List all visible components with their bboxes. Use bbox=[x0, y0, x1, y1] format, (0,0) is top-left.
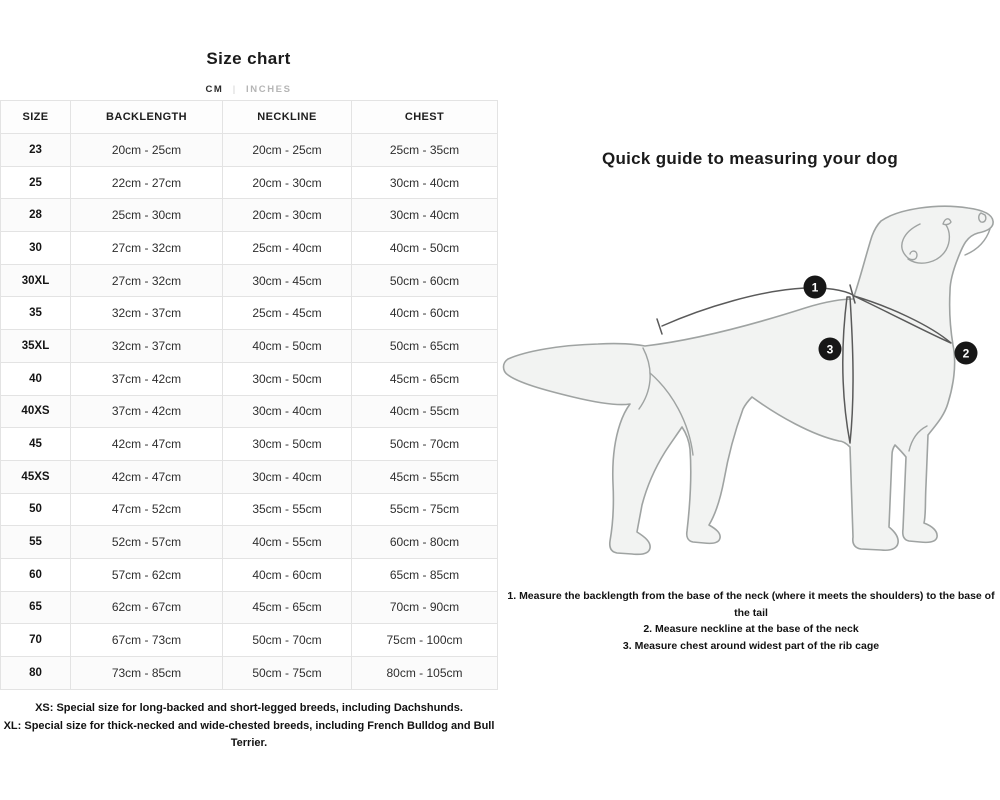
dog-silhouette bbox=[504, 206, 994, 554]
measurement-cell: 40cm - 60cm bbox=[352, 297, 498, 330]
unit-tab-inches[interactable]: INCHES bbox=[246, 84, 292, 95]
size-cell: 25 bbox=[1, 166, 71, 199]
table-row bbox=[1, 657, 498, 690]
measurement-cell: 45cm - 65cm bbox=[352, 362, 498, 395]
size-table-body bbox=[1, 134, 498, 690]
measuring-guide-title: Quick guide to measuring your dog bbox=[601, 149, 899, 168]
size-cell: 50 bbox=[1, 493, 71, 526]
measurement-cell: 57cm - 62cm bbox=[71, 558, 223, 591]
measurement-cell: 20cm - 30cm bbox=[223, 166, 352, 199]
marker-2-label: 2 bbox=[962, 346, 970, 361]
measurement-cell: 30cm - 40cm bbox=[352, 199, 498, 232]
table-row bbox=[1, 264, 498, 297]
size-chart-title: Size chart bbox=[206, 49, 291, 68]
measurement-cell: 25cm - 35cm bbox=[352, 134, 498, 167]
size-cell: 35 bbox=[1, 297, 71, 330]
table-row bbox=[1, 199, 498, 232]
measurement-cell: 50cm - 75cm bbox=[223, 657, 352, 690]
table-row bbox=[1, 624, 498, 657]
measurement-cell: 70cm - 90cm bbox=[352, 591, 498, 624]
measurement-cell: 32cm - 37cm bbox=[71, 297, 223, 330]
measurement-cell: 45cm - 65cm bbox=[223, 591, 352, 624]
measurement-cell: 40cm - 55cm bbox=[352, 395, 498, 428]
unit-toggle bbox=[0, 84, 497, 95]
size-cell: 28 bbox=[1, 199, 71, 232]
measurement-cell: 32cm - 37cm bbox=[71, 330, 223, 363]
measurement-cell: 50cm - 65cm bbox=[352, 330, 498, 363]
marker-2 bbox=[955, 342, 978, 365]
table-row bbox=[1, 232, 498, 265]
measurement-cell: 45cm - 55cm bbox=[352, 460, 498, 493]
table-row bbox=[1, 558, 498, 591]
size-table bbox=[0, 100, 498, 690]
measurement-cell: 20cm - 25cm bbox=[223, 134, 352, 167]
size-cell: 40 bbox=[1, 362, 71, 395]
measurement-cell: 30cm - 50cm bbox=[223, 428, 352, 461]
dog-measurement-diagram bbox=[500, 195, 1000, 585]
note-line: XS: Special size for long-backed and short-legged breeds, including Dachshunds. bbox=[35, 702, 463, 714]
instruction-line: 1. Measure the backlength from the base of the neck (where it meets the shoulders) to the base of the tail bbox=[507, 590, 995, 619]
measurement-cell: 37cm - 42cm bbox=[71, 395, 223, 428]
measurement-cell: 60cm - 80cm bbox=[352, 526, 498, 559]
table-row bbox=[1, 526, 498, 559]
column-header: NECKLINE bbox=[223, 101, 352, 134]
measurement-cell: 20cm - 25cm bbox=[71, 134, 223, 167]
measurement-cell: 55cm - 75cm bbox=[352, 493, 498, 526]
backlength-tick-left bbox=[657, 319, 662, 334]
size-cell: 45 bbox=[1, 428, 71, 461]
size-cell: 70 bbox=[1, 624, 71, 657]
measuring-instructions bbox=[507, 588, 995, 654]
measurement-cell: 47cm - 52cm bbox=[71, 493, 223, 526]
table-row bbox=[1, 460, 498, 493]
measurement-cell: 20cm - 30cm bbox=[223, 199, 352, 232]
unit-tab-cm[interactable]: CM bbox=[205, 84, 224, 95]
measurement-cell: 75cm - 100cm bbox=[352, 624, 498, 657]
marker-3-label: 3 bbox=[826, 342, 834, 357]
size-cell: 40XS bbox=[1, 395, 71, 428]
measurement-cell: 52cm - 57cm bbox=[71, 526, 223, 559]
measurement-cell: 80cm - 105cm bbox=[352, 657, 498, 690]
measurement-cell: 27cm - 32cm bbox=[71, 232, 223, 265]
note-line: XL: Special size for thick-necked and wide-chested breeds, including French Bulldog and Bull Terrier. bbox=[3, 719, 495, 749]
table-row bbox=[1, 493, 498, 526]
size-cell: 30 bbox=[1, 232, 71, 265]
size-cell: 80 bbox=[1, 657, 71, 690]
unit-toggle-separator: | bbox=[232, 84, 237, 95]
size-table-header-row bbox=[1, 101, 498, 134]
measurement-cell: 30cm - 45cm bbox=[223, 264, 352, 297]
measurement-cell: 37cm - 42cm bbox=[71, 362, 223, 395]
measurement-cell: 40cm - 55cm bbox=[223, 526, 352, 559]
measurement-cell: 25cm - 40cm bbox=[223, 232, 352, 265]
measurement-cell: 30cm - 40cm bbox=[352, 166, 498, 199]
column-header: CHEST bbox=[352, 101, 498, 134]
measurement-cell: 42cm - 47cm bbox=[71, 428, 223, 461]
size-chart-notes bbox=[2, 700, 496, 753]
column-header: BACKLENGTH bbox=[71, 101, 223, 134]
marker-1-label: 1 bbox=[811, 280, 819, 295]
measurement-cell: 35cm - 55cm bbox=[223, 493, 352, 526]
instruction-line: 3. Measure chest around widest part of the rib cage bbox=[622, 639, 880, 652]
measurement-cell: 73cm - 85cm bbox=[71, 657, 223, 690]
size-cell: 23 bbox=[1, 134, 71, 167]
size-cell: 55 bbox=[1, 526, 71, 559]
measurement-cell: 25cm - 45cm bbox=[223, 297, 352, 330]
table-row bbox=[1, 166, 498, 199]
table-row bbox=[1, 428, 498, 461]
instruction-line: 2. Measure neckline at the base of the neck bbox=[643, 623, 859, 635]
measurement-cell: 25cm - 30cm bbox=[71, 199, 223, 232]
size-cell: 30XL bbox=[1, 264, 71, 297]
measurement-cell: 30cm - 50cm bbox=[223, 362, 352, 395]
table-row bbox=[1, 134, 498, 167]
measurement-cell: 67cm - 73cm bbox=[71, 624, 223, 657]
size-cell: 45XS bbox=[1, 460, 71, 493]
marker-3 bbox=[819, 338, 842, 361]
measurement-cell: 50cm - 60cm bbox=[352, 264, 498, 297]
measurement-cell: 42cm - 47cm bbox=[71, 460, 223, 493]
measurement-cell: 40cm - 60cm bbox=[223, 558, 352, 591]
measurement-cell: 50cm - 70cm bbox=[352, 428, 498, 461]
size-chart-panel bbox=[0, 0, 497, 800]
size-table-head bbox=[1, 101, 498, 134]
size-cell: 35XL bbox=[1, 330, 71, 363]
measurement-cell: 30cm - 40cm bbox=[223, 460, 352, 493]
size-cell: 60 bbox=[1, 558, 71, 591]
table-row bbox=[1, 330, 498, 363]
size-cell: 65 bbox=[1, 591, 71, 624]
measurement-cell: 65cm - 85cm bbox=[352, 558, 498, 591]
measurement-cell: 22cm - 27cm bbox=[71, 166, 223, 199]
measurement-cell: 62cm - 67cm bbox=[71, 591, 223, 624]
table-row bbox=[1, 395, 498, 428]
table-row bbox=[1, 362, 498, 395]
measurement-cell: 40cm - 50cm bbox=[223, 330, 352, 363]
column-header: SIZE bbox=[1, 101, 71, 134]
measurement-cell: 40cm - 50cm bbox=[352, 232, 498, 265]
table-row bbox=[1, 297, 498, 330]
measurement-cell: 27cm - 32cm bbox=[71, 264, 223, 297]
table-row bbox=[1, 591, 498, 624]
measurement-cell: 30cm - 40cm bbox=[223, 395, 352, 428]
measurement-cell: 50cm - 70cm bbox=[223, 624, 352, 657]
marker-1 bbox=[804, 276, 827, 299]
